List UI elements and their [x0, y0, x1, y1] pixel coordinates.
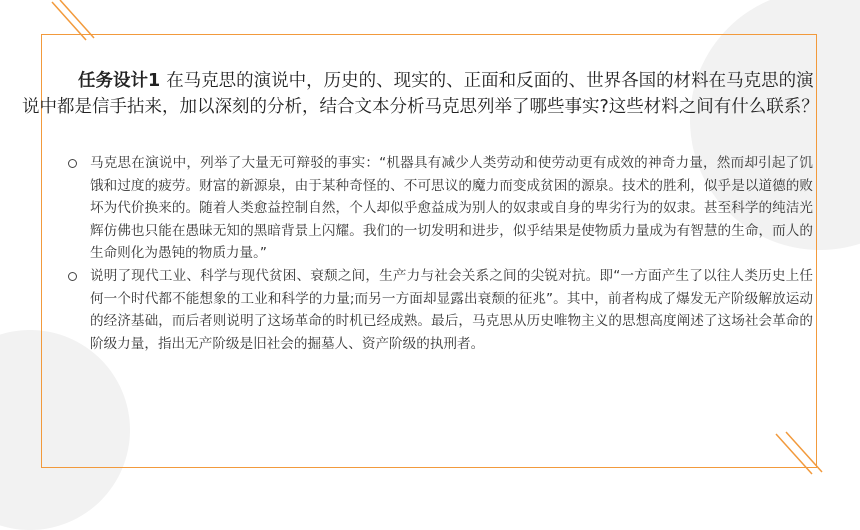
task-heading	[22, 68, 822, 120]
list-item	[68, 152, 813, 265]
list-item-text: 说明了现代工业、科学与现代贫困、衰颓之间，生产力与社会关系之间的尖锐对抗。即“一方面产生了以往人类历史上任何一个时代都不能想象的工业和科学的力量;而另一方面却显露出衰颓的征兆”。其中，前者构成了爆发无产阶级解放运动的经济基础，而后者则说明了这场革命的时机已经成熟。最后，马克思从历史唯物主义的思想高度阐述了这场社会革命的阶级力量，指出无产阶级是旧社会的掘墓人、资产阶级的执刑者。	[90, 267, 813, 352]
bullet-circle-icon	[68, 272, 77, 281]
decorative-stripes-bottom-right	[772, 430, 832, 484]
task-question: 在马克思的演说中，历史的、现实的、正面和反面的、世界各国的材料在马克思的演说中都是信手拈来，加以深刻的分析，结合文本分析马克思列举了哪些事实?这些材料之间有什么联系？	[22, 71, 819, 117]
answer-list	[68, 152, 813, 355]
task-label: 任务设计1	[78, 71, 161, 91]
bullet-circle-icon	[68, 159, 77, 168]
decorative-stripes-top-left	[40, 0, 100, 60]
list-item-text: 马克思在演说中，列举了大量无可辩驳的事实：“机器具有减少人类劳动和使劳动更有成效的神奇力量，然而却引起了饥饿和过度的疲劳。财富的新源泉，由于某种奇怪的、不可思议的魔力而变成贫困的源泉。技术的胜利，似乎是以道德的败坏为代价换来的。随着人类愈益控制自然，个人却似乎愈益成为别人的奴隶或自身的卑劣行为的奴隶。甚至科学的纯洁光辉仿佛也只能在愚昧无知的黑暗背景上闪耀。我们的一切发明和进步，似乎结果是使物质力量成为有智慧的生命，而人的生命则化为愚钝的物质力量。”	[90, 155, 813, 262]
list-item	[68, 265, 813, 355]
